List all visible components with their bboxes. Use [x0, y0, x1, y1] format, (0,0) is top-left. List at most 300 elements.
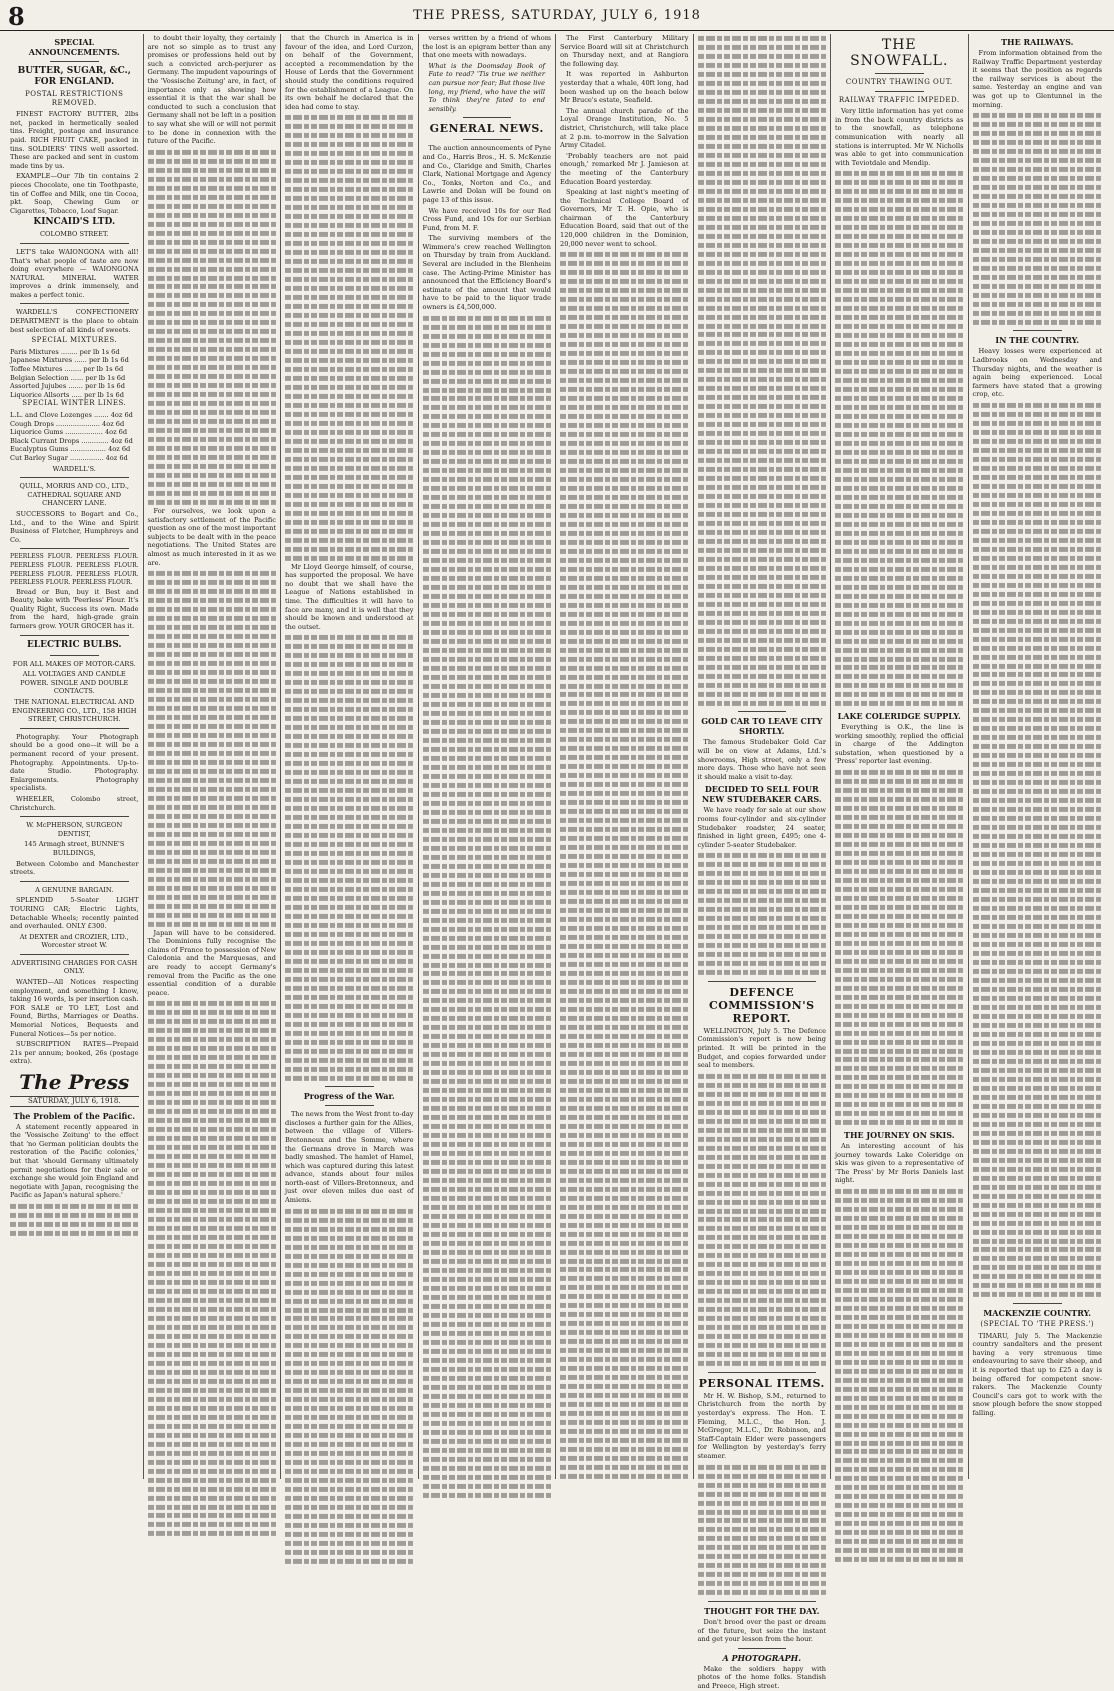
text-line	[835, 297, 964, 302]
text-line	[973, 185, 1103, 190]
text-line	[285, 160, 414, 165]
text-line	[560, 315, 689, 320]
text-line	[973, 1104, 1103, 1109]
text-line	[285, 439, 414, 444]
text-line	[835, 477, 964, 482]
text-line	[835, 180, 964, 185]
text-line	[560, 1429, 689, 1434]
text-line	[698, 1155, 827, 1160]
text-line	[148, 1468, 277, 1473]
text-line	[560, 1447, 689, 1452]
text-line	[148, 607, 277, 612]
text-line	[560, 989, 689, 994]
text-line	[973, 466, 1103, 471]
text-line	[285, 671, 414, 676]
text-line	[835, 567, 964, 572]
text-line	[423, 1394, 552, 1399]
text-line	[560, 674, 689, 679]
text-line	[423, 612, 552, 617]
text-line	[560, 1178, 689, 1183]
war-progress-text: The news from the West front to-day discloses a further gain for the Allies, between the village of Villers-Bretonneux and the Somme, where the Germans drove in March was badly smashed. The hamlet of Hamel, which was captured during this latest advance, stands about four miles north-east of Villers-Bretonneux, and just over eleven miles due east of Amiens.	[285, 1110, 414, 1205]
text-line	[148, 688, 277, 693]
text-line	[285, 556, 414, 561]
text-line	[285, 1397, 414, 1402]
text-line	[835, 1084, 964, 1089]
text-line	[285, 1415, 414, 1420]
divider	[1013, 330, 1063, 331]
text-line	[560, 477, 689, 482]
text-line	[835, 522, 964, 527]
text-line	[835, 887, 964, 892]
mixture-line: Belgian Selection ...... per lb 1s 6d	[10, 373, 126, 382]
text-line	[560, 1061, 689, 1066]
text-line	[423, 1070, 552, 1075]
text-line	[973, 978, 1103, 983]
text-line	[698, 63, 827, 68]
text-line	[698, 467, 827, 472]
text-line	[148, 616, 277, 621]
text-line	[835, 558, 964, 563]
text-line	[973, 475, 1103, 480]
text-line	[560, 1133, 689, 1138]
text-line	[423, 891, 552, 896]
text-line	[835, 692, 964, 697]
text-line	[423, 1250, 552, 1255]
text-line	[285, 1550, 414, 1555]
divider	[20, 954, 129, 955]
text-line	[285, 644, 414, 649]
text-line	[973, 320, 1103, 325]
text-line	[835, 396, 964, 401]
text-line	[423, 459, 552, 464]
text-line	[698, 1119, 827, 1124]
text-line	[560, 1088, 689, 1093]
text-line	[148, 814, 277, 819]
text-line	[835, 620, 964, 625]
text-line	[835, 504, 964, 509]
text-line	[285, 304, 414, 309]
text-line	[285, 923, 414, 928]
subscription-rates: SUBSCRIPTION RATES—Prepaid 21s per annum; booked, 26s (postage extra).	[10, 1040, 139, 1066]
text-line	[148, 1010, 277, 1015]
text-line	[698, 1128, 827, 1133]
text-line	[148, 1163, 277, 1168]
text-line	[285, 824, 414, 829]
text-line	[835, 405, 964, 410]
text-line	[973, 1086, 1103, 1091]
text-line	[973, 601, 1103, 606]
text-line	[560, 1016, 689, 1021]
text-line	[973, 654, 1103, 659]
text-line	[423, 1421, 552, 1426]
text-line	[560, 540, 689, 545]
text-line	[835, 1030, 964, 1035]
text-line	[835, 531, 964, 536]
text-line	[973, 1274, 1103, 1279]
quill-heading: QUILL, MORRIS AND CO., LTD., CATHEDRAL SQUARE AND CHANCERY LANE.	[19, 482, 130, 508]
text-line	[423, 334, 552, 339]
text-line	[148, 706, 277, 711]
text-line	[148, 1531, 277, 1536]
text-line	[285, 1370, 414, 1375]
text-line	[698, 207, 827, 212]
text-line	[148, 1199, 277, 1204]
text-line	[285, 779, 414, 784]
text-line	[423, 846, 552, 851]
text-line	[423, 819, 552, 824]
text-line	[148, 1343, 277, 1348]
text-line	[560, 764, 689, 769]
text-line	[560, 306, 689, 311]
text-line	[698, 252, 827, 257]
text-line	[835, 198, 964, 203]
text-line	[973, 960, 1103, 965]
text-line	[560, 513, 689, 518]
text-line	[423, 944, 552, 949]
text-line	[973, 1140, 1103, 1145]
text-line	[285, 968, 414, 973]
text-line	[698, 970, 827, 975]
motor-text: ALL VOLTAGES AND CANDLE POWER. SINGLE AND DOUBLE CONTACTS.	[20, 670, 129, 696]
text-line	[285, 1058, 414, 1063]
text-line	[560, 1249, 689, 1254]
text-line	[698, 907, 827, 912]
in-the-country-text: Heavy losses were experienced at Ladbrooks on Wednesday and Thursday nights, and the weather is again being experienced. Local farmers have stated that a growing crop, etc.	[972, 347, 1102, 399]
text-line	[148, 904, 277, 909]
text-line	[698, 395, 827, 400]
text-line	[285, 1325, 414, 1330]
text-line	[973, 565, 1103, 570]
text-line	[835, 959, 964, 964]
text-line	[698, 1172, 827, 1177]
text-line	[835, 369, 964, 374]
text-line	[285, 466, 414, 471]
text-line	[423, 918, 552, 923]
text-line	[285, 259, 414, 264]
text-line	[698, 638, 827, 643]
text-line	[423, 585, 552, 590]
text-line	[560, 621, 689, 626]
text-line	[423, 1241, 552, 1246]
text-line	[423, 1448, 552, 1453]
mackenzie-subheading: (SPECIAL TO 'THE PRESS.')	[980, 1320, 1095, 1328]
text-line	[148, 446, 277, 451]
text-line	[560, 1411, 689, 1416]
text-line	[423, 316, 552, 321]
text-line	[560, 791, 689, 796]
text-line	[285, 914, 414, 919]
text-line	[423, 738, 552, 743]
text-line	[698, 512, 827, 517]
gold-car-text: The famous Studebaker Gold Car will be on view at Adams, Ltd.'s showrooms, High street, only a few more days. Those who have not seen it should make a visit to-day.	[697, 738, 826, 781]
example-text: EXAMPLE—Our 7lb tin contains 2 pieces Chocolate, one tin Toothpaste, tin of Coffee and Milk, one tin Cocoa, pkt. Soap, Chewing Gum or Cigarettes, Tobacco, Loaf Sugar.	[10, 172, 139, 215]
masthead	[0, 0, 1114, 31]
text-line	[835, 171, 964, 176]
text-line	[973, 1032, 1103, 1037]
text-line	[973, 592, 1103, 597]
text-line	[698, 1164, 827, 1169]
text-line	[973, 708, 1103, 713]
divider	[708, 1372, 817, 1373]
text-line	[973, 969, 1103, 974]
text-line	[285, 725, 414, 730]
text-line	[285, 1263, 414, 1268]
text-line	[698, 144, 827, 149]
text-line	[835, 216, 964, 221]
text-line	[560, 549, 689, 554]
text-line	[835, 851, 964, 856]
text-line	[285, 680, 414, 685]
text-line	[285, 869, 414, 874]
text-line	[973, 167, 1103, 172]
text-line	[423, 1322, 552, 1327]
text-line	[698, 1581, 827, 1586]
text-line	[698, 611, 827, 616]
text-line	[148, 1037, 277, 1042]
text-line	[698, 934, 827, 939]
text-line	[835, 797, 964, 802]
quill-text: SUCCESSORS to Bogart and Co., Ltd., and to the Wine and Spirit Business of Fletcher, Humphreys and Co.	[10, 509, 139, 544]
text-line	[698, 1289, 827, 1294]
text-line	[698, 1590, 827, 1595]
advertising-charges-heading: ADVERTISING CHARGES FOR CASH ONLY.	[11, 958, 138, 976]
text-line	[285, 851, 414, 856]
text-line	[698, 1536, 827, 1541]
text-line	[698, 1465, 827, 1470]
text-line	[10, 1222, 139, 1227]
text-line	[560, 1375, 689, 1380]
text-line	[698, 1083, 827, 1088]
text-line	[148, 1001, 277, 1006]
text-line	[285, 761, 414, 766]
text-line	[560, 818, 689, 823]
text-line	[698, 458, 827, 463]
text-line	[285, 1289, 414, 1294]
text-line	[285, 1388, 414, 1393]
text-line	[698, 494, 827, 499]
text-line	[148, 1055, 277, 1060]
text-line	[835, 806, 964, 811]
text-line	[285, 421, 414, 426]
divider	[20, 303, 129, 304]
text-line	[148, 841, 277, 846]
text-line	[560, 279, 689, 284]
text-line	[285, 1460, 414, 1465]
text-line	[698, 1253, 827, 1258]
text-line	[148, 1361, 277, 1366]
text-line	[698, 1491, 827, 1496]
text-line	[423, 962, 552, 967]
pacific-continued: to doubt their loyalty, they certainly are not so simple as to trust any promises or professions held out by such a convicted arch-perjurer as Germany. The impudent vapourings of the 'Vossische Zeitung' are, in fact, of importance only as showing how essential it is that the war shall be conducted to such a conclusion that Germany shall not be left in a position to say what she will or will not permit to be done in connexion with the future of the Pacific.	[147, 34, 276, 146]
text-line	[560, 998, 689, 1003]
text-line	[423, 603, 552, 608]
text-line	[698, 279, 827, 284]
text-line	[698, 341, 827, 346]
text-line	[285, 1505, 414, 1510]
text-line	[560, 261, 689, 266]
text-line	[423, 989, 552, 994]
text-line	[698, 593, 827, 598]
text-line	[285, 941, 414, 946]
column-2	[144, 34, 282, 1479]
text-line	[285, 905, 414, 910]
text-line	[285, 403, 414, 408]
text-line	[148, 580, 277, 585]
text-line	[148, 1379, 277, 1384]
text-line	[148, 455, 277, 460]
text-line	[423, 1061, 552, 1066]
text-line	[148, 1334, 277, 1339]
text-line	[285, 1514, 414, 1519]
pacific-paragraph: For ourselves, we look upon a satisfactory settlement of the Pacific question as one of the most important subjects to be dealt with in the peace negotiations. The United States are almost as much interested in it as we are.	[147, 507, 276, 567]
text-line	[560, 1438, 689, 1443]
text-line	[423, 432, 552, 437]
text-line	[148, 222, 277, 227]
text-line	[698, 647, 827, 652]
text-line	[835, 261, 964, 266]
text-line	[973, 194, 1103, 199]
text-line	[698, 1572, 827, 1577]
text-line	[698, 1074, 827, 1079]
text-line	[698, 72, 827, 77]
text-line	[423, 711, 552, 716]
text-line	[148, 625, 277, 630]
text-line	[835, 860, 964, 865]
text-line	[148, 257, 277, 262]
text-line	[835, 1261, 964, 1266]
text-line	[285, 349, 414, 354]
mixture-line: Liquorice Allsorts ..... per lb 1s 6d	[10, 390, 124, 399]
text-line	[423, 1043, 552, 1048]
text-line	[560, 1285, 689, 1290]
text-line	[423, 405, 552, 410]
text-line	[698, 1101, 827, 1106]
text-line	[560, 324, 689, 329]
text-line	[560, 683, 689, 688]
divider	[463, 117, 512, 118]
text-line	[148, 796, 277, 801]
peerless-list: PEERLESS FLOUR. PEERLESS FLOUR. PEERLESS FLOUR. PEERLESS FLOUR. PEERLESS FLOUR. PEERLESS FLOUR. PEERLESS FLOUR. PEERLESS FLOUR.	[10, 553, 139, 587]
special-mixtures-heading: SPECIAL MIXTURES.	[31, 336, 118, 345]
text-line	[835, 513, 964, 518]
text-line	[285, 520, 414, 525]
text-line	[698, 449, 827, 454]
text-line	[835, 1198, 964, 1203]
text-line	[698, 629, 827, 634]
text-line	[148, 1118, 277, 1123]
text-line	[560, 1294, 689, 1299]
text-line	[835, 941, 964, 946]
text-line	[423, 1052, 552, 1057]
text-line	[423, 1277, 552, 1282]
text-line	[973, 448, 1103, 453]
text-line	[698, 368, 827, 373]
text-line	[973, 915, 1103, 920]
text-line	[560, 1142, 689, 1147]
text-line	[148, 159, 277, 164]
text-line	[973, 663, 1103, 668]
text-line	[148, 1352, 277, 1357]
text-line	[560, 1366, 689, 1371]
text-line	[148, 1316, 277, 1321]
text-line	[973, 699, 1103, 704]
text-line	[560, 836, 689, 841]
text-line	[423, 1124, 552, 1129]
text-line	[148, 1208, 277, 1213]
text-line	[973, 1220, 1103, 1225]
text-line	[10, 1231, 139, 1236]
text-line	[973, 762, 1103, 767]
text-line	[423, 1151, 552, 1156]
text-line	[285, 367, 414, 372]
text-line	[285, 340, 414, 345]
text-line	[285, 1049, 414, 1054]
divider	[708, 1601, 817, 1602]
winter-line: Cough Drops ..................... 4oz 6d	[10, 419, 125, 428]
text-line	[560, 405, 689, 410]
text-line	[285, 1227, 414, 1232]
text-line	[560, 504, 689, 509]
text-line	[423, 1034, 552, 1039]
text-line	[835, 1207, 964, 1212]
text-line	[973, 1247, 1103, 1252]
text-line	[835, 1288, 964, 1293]
text-line	[148, 1513, 277, 1518]
text-line	[148, 742, 277, 747]
gold-car-heading: GOLD CAR TO LEAVE CITY SHORTLY.	[701, 716, 823, 737]
text-line	[148, 1451, 277, 1456]
text-line	[285, 1532, 414, 1537]
text-line	[698, 1280, 827, 1285]
text-line	[423, 369, 552, 374]
text-line	[973, 511, 1103, 516]
league-continued: that the Church in America is in favour of the idea, and Lord Curzon, on behalf of the Government, accepted a recommendation by the House of Lords that the Government should study the conditions required for the establishment of a League. On its own behalf he declared that the idea had come to stay.	[285, 34, 414, 111]
text-line	[423, 1160, 552, 1165]
divider	[20, 477, 129, 478]
text-line	[973, 1014, 1103, 1019]
text-line	[423, 468, 552, 473]
text-line	[560, 396, 689, 401]
text-line	[698, 440, 827, 445]
text-line	[10, 1204, 139, 1209]
text-line	[560, 1079, 689, 1084]
text-line	[285, 268, 414, 273]
text-line	[148, 338, 277, 343]
text-line	[973, 403, 1103, 408]
text-line	[835, 986, 964, 991]
personal-items-text: Mr H. W. Bishop, S.M., returned to Christchurch from the north by yesterday's express. The Hon. T. Fleming, M.L.C., the Hon. J. McGregor, M.L.C., Dr. Robinson, and Staff-Captain Elder were passengers for Wellington by yesterday's ferry steamer.	[697, 1391, 826, 1460]
text-line	[973, 852, 1103, 857]
text-line	[423, 630, 552, 635]
page-number: 8	[8, 2, 25, 31]
text-line	[698, 1181, 827, 1186]
text-line	[148, 311, 277, 316]
text-line	[148, 491, 277, 496]
text-line	[285, 1496, 414, 1501]
text-line	[698, 287, 827, 292]
text-line	[973, 1256, 1103, 1261]
text-line	[423, 909, 552, 914]
text-line	[560, 612, 689, 617]
text-line	[835, 824, 964, 829]
text-line	[285, 797, 414, 802]
text-line	[973, 1238, 1103, 1243]
text-line	[148, 329, 277, 334]
general-news-text: We have received 10s for our Red Cross Fund, and 10s for our Serbian Fund, from M. F.	[422, 206, 551, 232]
text-line	[560, 1474, 689, 1479]
text-line	[560, 1196, 689, 1201]
text-line	[148, 787, 277, 792]
